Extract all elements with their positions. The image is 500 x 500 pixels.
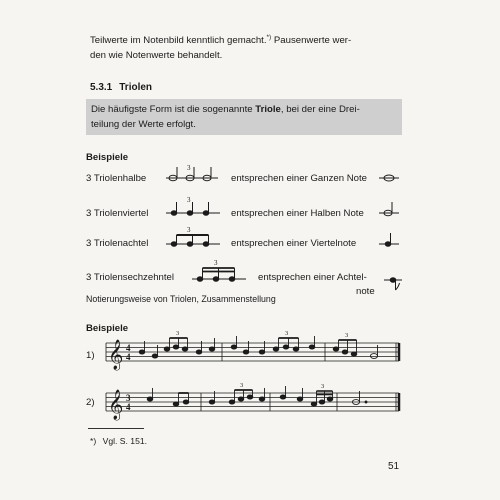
- intro-line-1-end: Pausenwerte wer-: [271, 35, 352, 46]
- triplet-digit: 3: [285, 330, 289, 337]
- time-signature-top: 3: [126, 393, 131, 403]
- definition-line-2: teilung der Werte erfolgt.: [91, 119, 196, 130]
- footnote-mark: *): [90, 436, 97, 446]
- footnote-reference: *): [266, 33, 272, 41]
- footnote: [90, 436, 147, 446]
- treble-clef-icon: 𝄞: [108, 340, 124, 370]
- footnote-text: Vgl. S. 151.: [102, 436, 148, 446]
- treble-clef-icon: 𝄞: [108, 390, 124, 420]
- footnote-divider: [88, 428, 144, 429]
- triplet-digit: 3: [321, 383, 325, 390]
- intro-line-1: Teilwerte im Notenbild kenntlich gemacht.: [90, 35, 267, 46]
- example-label: 1): [86, 350, 95, 361]
- triplet-row-label: 3 Triolenachtel: [86, 238, 149, 249]
- triplet-row-equals: entsprechen einer Viertelnote: [231, 238, 357, 249]
- triplet-digit: 3: [345, 332, 349, 339]
- examples-heading-1: Beispiele: [86, 152, 129, 163]
- definition-text-part: Die häufigste Form ist die sogenannte: [91, 104, 256, 115]
- definition-term: Triole: [255, 104, 281, 115]
- triplet-digit: 3: [176, 330, 180, 337]
- definition-text-part: , bei der eine Drei-: [280, 104, 360, 115]
- triplet-row-label: 3 Triolenviertel: [86, 208, 149, 219]
- triplet-row-equals: entsprechen einer Achtel-: [258, 272, 367, 283]
- triplet-digit: 3: [214, 259, 218, 267]
- section-title: Triolen: [119, 82, 153, 93]
- time-signature-top: 4: [126, 343, 131, 353]
- triplet-row-label: 3 Triolenhalbe: [86, 173, 147, 184]
- time-signature-bottom: 4: [126, 402, 131, 412]
- triplet-digit: 3: [187, 196, 191, 204]
- time-signature-bottom: 4: [126, 352, 131, 362]
- section-number: 5.3.1: [90, 82, 113, 93]
- triplet-row-equals: entsprechen einer Ganzen Note: [231, 173, 367, 184]
- example-label: 2): [86, 397, 95, 408]
- triplet-row-equals: entsprechen einer Halben Note: [231, 208, 364, 219]
- intro-line-2: den wie Notenwerte behandelt.: [90, 50, 223, 61]
- examples-heading-2: Beispiele: [86, 323, 129, 334]
- triplet-row-equals-cont: note: [356, 286, 375, 297]
- page-number: 51: [388, 461, 400, 472]
- triplet-digit: 3: [187, 164, 191, 172]
- triplet-row-label: 3 Triolensechzehntel: [86, 272, 174, 283]
- figure-caption: Notierungsweise von Triolen, Zusammenstellung: [86, 294, 276, 304]
- staff-2-notes: [147, 386, 367, 406]
- triplet-digit: 3: [187, 226, 191, 234]
- triplet-digit: 3: [240, 382, 244, 389]
